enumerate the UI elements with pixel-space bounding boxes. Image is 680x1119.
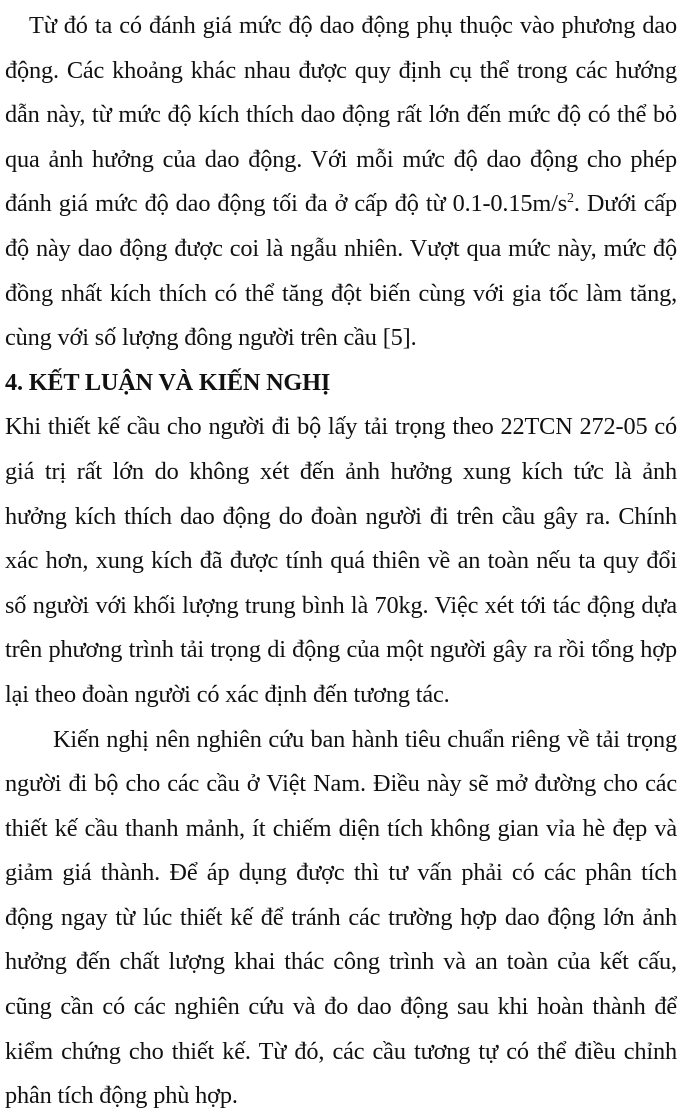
paragraph-design-load: Khi thiết kế cầu cho người đi bộ lấy tải trọng theo 22TCN 272-05 có giá trị rất lớn do không xét đến ảnh hưởng xung kích tức là ảnh hưởng kích thích dao động do đoàn người đi trên cầu gây ra. Chính xác hơn, xung kích đã được tính quá thiên về an toàn nếu ta quy đổi số người với khối lượng trung bình là 70kg. Việc xét tới tác động dựa trên phương trình tải trọng di động của một người gây ra rồi tổng hợp lại theo đoàn người có xác định đến tương tác.	[5, 413, 677, 708]
paragraph-1-text-a: Từ đó ta có đánh giá mức độ dao động phụ thuộc vào phương dao động. Các khoảng khác nhau được quy định cụ thể trong các hướng dẫn này, từ mức độ kích thích dao động rất lớn đến mức độ có thể bỏ qua ảnh hưởng của dao động. Với mỗi mức độ dao động cho phép đánh giá mức độ dao động tối đa ở cấp độ từ 0.1-0.15m/s	[5, 12, 677, 218]
superscript-exponent: 2	[567, 191, 574, 207]
paragraph-1-text-b: . Dưới cấp độ này dao động được coi là ngẫu nhiên. Vượt qua mức này, mức độ đồng nhất kích thích có thể tăng đột biến cùng với gia tốc làm tăng, cùng với số lượng đông người trên cầu [5].	[5, 190, 677, 352]
section-heading-conclusions: 4. KẾT LUẬN VÀ KIẾN NGHỊ	[5, 368, 331, 396]
paragraph-vibration-levels	[5, 4, 677, 361]
paragraph-recommendation: Kiến nghị nên nghiên cứu ban hành tiêu chuẩn riêng về tải trọng người đi bộ cho các cầu ở Việt Nam. Điều này sẽ mở đường cho các thiết kế cầu thanh mảnh, ít chiếm diện tích không gian vỉa hè đẹp và giảm giá thành. Để áp dụng được thì tư vấn phải có các phân tích động ngay từ lúc thiết kế để tránh các trường hợp dao động lớn ảnh hưởng đến chất lượng khai thác công trình và an toàn của kết cấu, cũng cần có các nghiên cứu và đo dao động sau khi hoàn thành để kiểm chứng cho thiết kế. Từ đó, các cầu tương tự có thể điều chỉnh phân tích động phù hợp.	[5, 725, 677, 1110]
